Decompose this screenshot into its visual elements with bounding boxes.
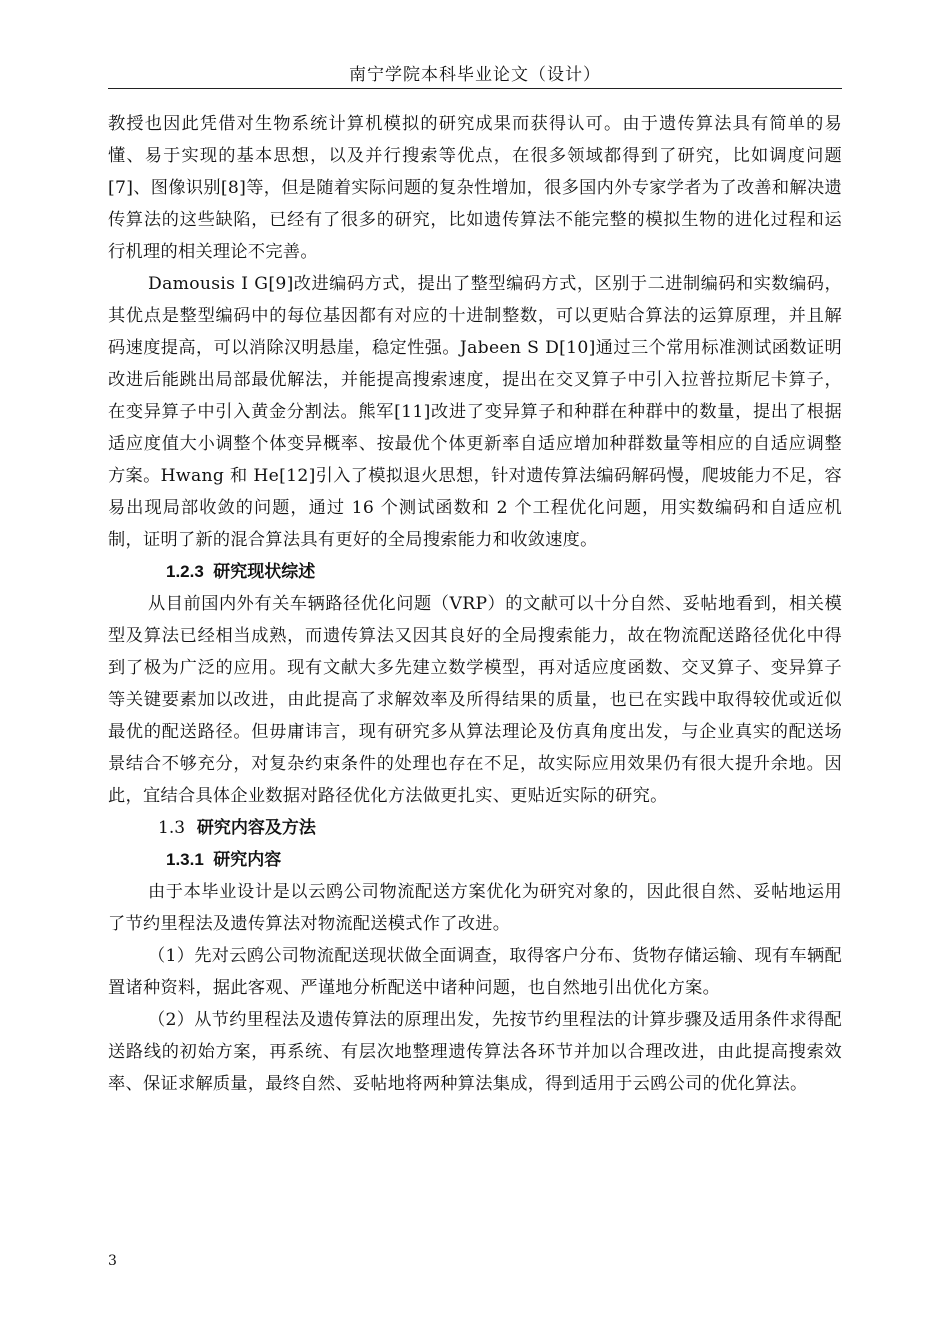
paragraph-research-content-intro: 由于本毕业设计是以云鸥公司物流配送方案优化为研究对象的，因此很自然、妥帖地运用了节约里程法及遗传算法对物流配送模式作了改进。 — [108, 882, 842, 934]
header-divider — [108, 88, 842, 89]
paragraph-genetic-algorithm-intro: 教授也因此凭借对生物系统计算机模拟的研究成果而获得认可。由于遗传算法具有简单的易懂、易于实现的基本思想，以及并行搜索等优点，在很多领域都得到了研究，比如调度问题[7]、图像识别[8]等，但是随着实际问题的复杂性增加，很多国内外专家学者为了改善和解决遗传算法的这些缺陷，已经有了很多的研究，比如遗传算法不能完整的模拟生物的进化过程和运行机理的相关理论不完善。 — [108, 114, 842, 262]
section-number: 1.2.3 — [166, 562, 204, 581]
paragraph-research-item-1: （1）先对云鸥公司物流配送现状做全面调查，取得客户分布、货物存储运输、现有车辆配置诸种资料，据此客观、严谨地分析配送中诸种问题，也自然地引出优化方案。 — [108, 946, 842, 998]
page-number: 3 — [108, 1253, 117, 1269]
paragraph-improvement-literature: Damousis I G[9]改进编码方式，提出了整型编码方式，区别于二进制编码和实数编码，其优点是整型编码中的每位基因都有对应的十进制整数，可以更贴合算法的运算原理，并且解码速度提高，可以消除汉明悬崖，稳定性强。Jabeen S D[10]通过三个常用标准测试函数证明改进后能跳出局部最优解法，并能提高搜索速度，提出在交叉算子中引入拉普拉斯尼卡算子，在变异算子中引入黄金分割法。熊军[11]改进了变异算子和种群在种群中的数量，提出了根据适应度值大小调整个体变异概率、按最优个体更新率自适应增加种群数量等相应的自适应调整方案。Hwang 和 He[12]引入了模拟退火思想，针对遗传算法编码解码慢，爬坡能力不足，容易出现局部收敛的问题，通过 16 个测试函数和 2 个工程优化问题，用实数编码和自适应机制，证明了新的混合算法具有更好的全局搜索能力和收敛速度。 — [108, 274, 842, 550]
section-title: 研究内容及方法 — [196, 818, 316, 838]
running-header: 南宁学院本科毕业论文（设计） — [349, 65, 601, 85]
page-body — [108, 108, 842, 1100]
section-number: 1.3 — [158, 818, 186, 838]
paragraph-research-status-summary: 从目前国内外有关车辆路径优化问题（VRP）的文献可以十分自然、妥帖地看到，相关模型及算法已经相当成熟，而遗传算法又因其良好的全局搜索能力，故在物流配送路径优化中得到了极为广泛的应用。现有文献大多先建立数学模型，再对适应度函数、交叉算子、变异算子等关键要素加以改进，由此提高了求解效率及所得结果的质量，也已在实践中取得较优或近似最优的配送路径。但毋庸讳言，现有研究多从算法理论及仿真角度出发，与企业真实的配送场景结合不够充分，对复杂约束条件的处理也存在不足，故实际应用效果仍有很大提升余地。因此，宜结合具体企业数据对路径优化方法做更扎实、更贴近实际的研究。 — [108, 594, 842, 806]
section-title: 研究现状综述 — [213, 562, 316, 581]
section-heading-1-3 — [108, 812, 842, 844]
section-number: 1.3.1 — [166, 850, 204, 869]
section-heading-1-3-1 — [108, 844, 842, 876]
section-title: 研究内容 — [213, 850, 282, 869]
section-heading-1-2-3 — [108, 556, 842, 588]
paragraph-research-item-2: （2）从节约里程法及遗传算法的原理出发，先按节约里程法的计算步骤及适用条件求得配送路线的初始方案，再系统、有层次地整理遗传算法各环节并加以合理改进，由此提高搜索效率、保证求解质量，最终自然、妥帖地将两种算法集成，得到适用于云鸥公司的优化算法。 — [108, 1010, 842, 1094]
